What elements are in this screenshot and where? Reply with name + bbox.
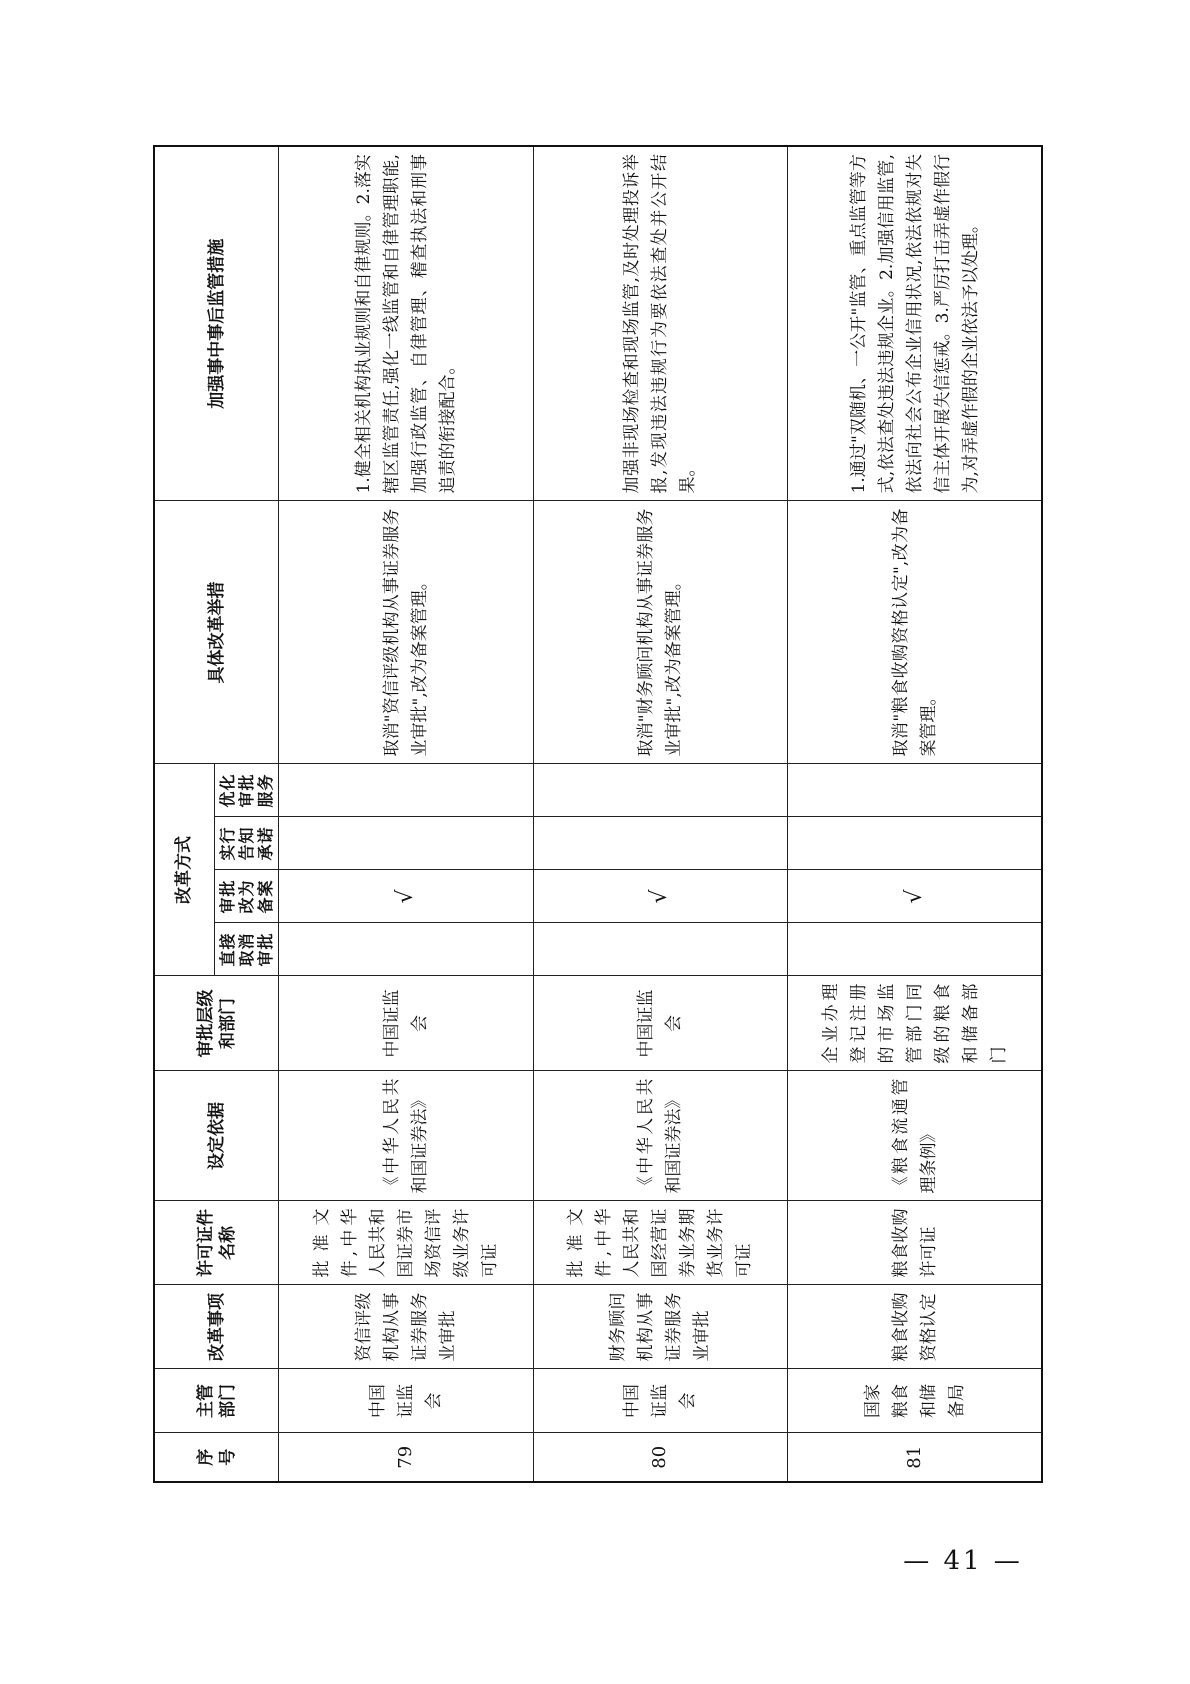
cell-basis: 《中华人民共和国证券法》 — [533, 1071, 787, 1201]
header-method-commitment: 实行告知承诺 — [214, 817, 278, 870]
header-basis: 设定依据 — [154, 1071, 279, 1201]
cell-dept: 中国证监会 — [279, 1369, 533, 1433]
cell-level: 企业办理登记注册的市场监管部门同级的粮食和储备部门 — [788, 976, 1042, 1071]
cell-item: 资信评级机构从事证券服务业审批 — [279, 1285, 533, 1369]
cell-m4 — [533, 764, 787, 817]
header-method: 改革方式 — [154, 764, 214, 976]
cell-m2-check: √ — [533, 870, 787, 923]
cell-m2-check: √ — [788, 870, 1042, 923]
cell-supervision: 1.通过"双随机、一公开"监管、重点监管等方式,依法查处违法违规企业。2.加强信用监管,依法向社会公布企业信用状况,依法依规对失信主体开展失信惩戒。3.严厉打击弄虚作假行为,对弄虚作假的企业依法予以处理。 — [788, 146, 1042, 501]
header-method-cancel: 直接取消审批 — [214, 923, 278, 976]
cell-seq: 80 — [533, 1433, 787, 1482]
cell-dept: 国家粮食和储备局 — [788, 1369, 1042, 1433]
header-measures: 具体改革举措 — [154, 501, 279, 764]
cell-license: 批准文件,中华人民共和国证券市场资信评级业务许可证 — [279, 1201, 533, 1285]
cell-m1 — [533, 923, 787, 976]
reform-items-table — [153, 145, 1043, 1483]
cell-m4 — [279, 764, 533, 817]
header-seq: 序号 — [154, 1433, 279, 1482]
cell-license: 批准文件,中华人民共和国经营证券业务期货业务许可证 — [533, 1201, 787, 1285]
header-item: 改革事项 — [154, 1285, 279, 1369]
cell-seq: 79 — [279, 1433, 533, 1482]
rotated-table-container — [153, 154, 1043, 1483]
cell-m1 — [279, 923, 533, 976]
cell-basis: 《中华人民共和国证券法》 — [279, 1071, 533, 1201]
cell-item: 粮食收购资格认定 — [788, 1285, 1042, 1369]
cell-item: 财务顾问机构从事证券服务业审批 — [533, 1285, 787, 1369]
cell-dept: 中国证监会 — [533, 1369, 787, 1433]
header-row — [154, 146, 214, 1482]
cell-m3 — [279, 817, 533, 870]
cell-seq: 81 — [788, 1433, 1042, 1482]
header-supervision: 加强事中事后监管措施 — [154, 146, 279, 501]
table-row — [788, 146, 1042, 1482]
header-license: 许可证件名称 — [154, 1201, 279, 1285]
cell-measures: 取消"财务顾问机构从事证券服务业审批",改为备案管理。 — [533, 501, 787, 764]
cell-measures: 取消"粮食收购资格认定",改为备案管理。 — [788, 501, 1042, 764]
cell-m3 — [533, 817, 787, 870]
cell-measures: 取消"资信评级机构从事证券服务业审批",改为备案管理。 — [279, 501, 533, 764]
cell-supervision: 加强非现场检查和现场监管,及时处理投诉举报,发现违法违规行为要依法查处并公开结果。 — [533, 146, 787, 501]
cell-license: 粮食收购许可证 — [788, 1201, 1042, 1285]
page-number: — 41 — — [903, 1546, 1023, 1576]
cell-level: 中国证监会 — [533, 976, 787, 1071]
cell-basis: 《粮食流通管理条例》 — [788, 1071, 1042, 1201]
cell-m3 — [788, 817, 1042, 870]
table-row — [279, 146, 533, 1482]
header-dept: 主管部门 — [154, 1369, 279, 1433]
cell-m1 — [788, 923, 1042, 976]
table-row — [533, 146, 787, 1482]
header-method-optimize: 优化审批服务 — [214, 764, 278, 817]
cell-m2-check: √ — [279, 870, 533, 923]
header-level: 审批层级和部门 — [154, 976, 279, 1071]
cell-supervision: 1.健全相关机构执业规则和自律规则。2.落实辖区监管责任,强化一线监管和自律管理职能,加强行政监管、自律管理、稽查执法和刑事追责的衔接配合。 — [279, 146, 533, 501]
header-method-filing: 审批改为备案 — [214, 870, 278, 923]
cell-m4 — [788, 764, 1042, 817]
cell-level: 中国证监会 — [279, 976, 533, 1071]
rotated-table-frame — [153, 154, 1043, 1483]
